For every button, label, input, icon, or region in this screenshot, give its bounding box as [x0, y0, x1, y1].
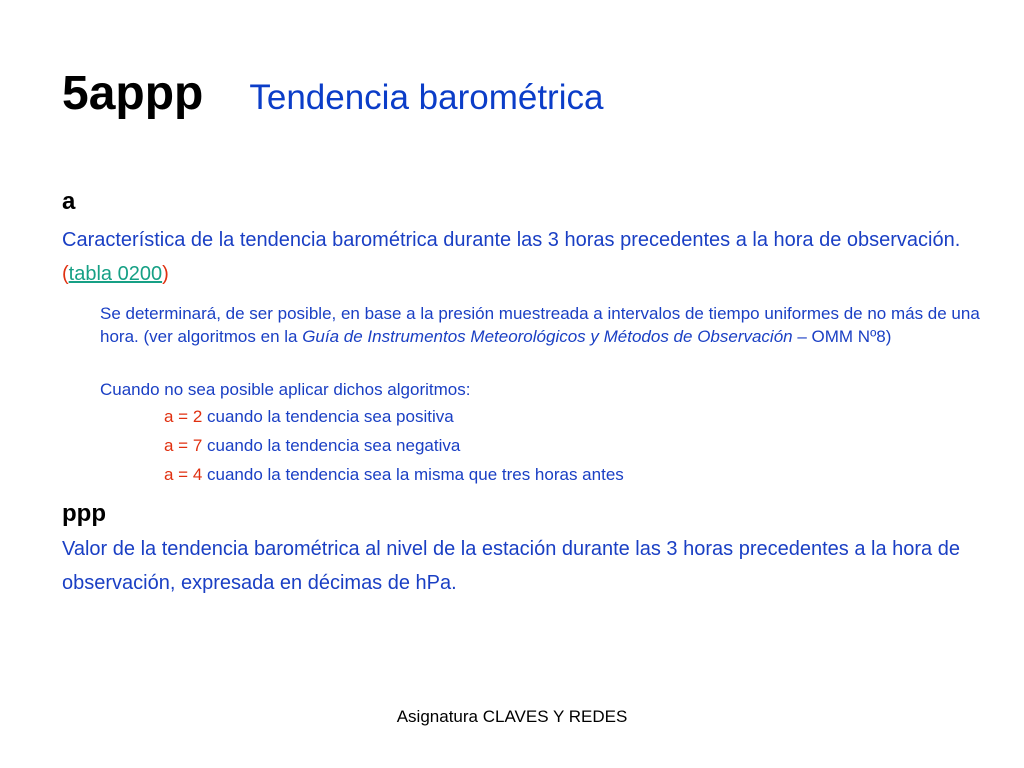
case-item: [164, 407, 454, 427]
paren-open: (: [62, 263, 69, 285]
case-code: a = 2: [164, 407, 203, 426]
symbol-a-description: [62, 223, 962, 291]
note-fallback: Cuando no sea posible aplicar dichos algoritmos:: [100, 380, 471, 399]
code-title: 5appp: [62, 67, 204, 120]
table-link[interactable]: tabla 0200: [68, 263, 163, 285]
case-item: [164, 436, 460, 456]
symbol-ppp-heading: ppp: [62, 500, 106, 527]
slide-title: [62, 66, 603, 121]
subtitle: Tendencia barométrica: [249, 78, 604, 117]
note1-text: Se determinará, de ser posible, en base a la presión muestreada a intervalos de tiempo uniformes de no más de una hora. (ver algoritmos en la: [100, 304, 980, 346]
note-algorithm: [100, 302, 980, 348]
desc-a-text: Característica de la tendencia barométrica durante las 3 horas precedentes a la hora de observación.: [62, 229, 961, 251]
case-item: [164, 465, 624, 485]
symbol-a-heading: a: [62, 188, 76, 215]
case-text: cuando la tendencia sea la misma que tres horas antes: [202, 465, 624, 484]
note1-tail: – OMM Nº8): [792, 327, 892, 346]
case-text: cuando la tendencia sea positiva: [202, 407, 454, 426]
footer-course-name: Asignatura CLAVES Y REDES: [396, 707, 628, 726]
case-text: cuando la tendencia sea negativa: [202, 436, 461, 455]
case-code: a = 7: [164, 436, 203, 455]
note1-italic: Guía de Instrumentos Meteorológicos y Métodos de Observación: [302, 327, 793, 346]
paren-close: ): [162, 263, 169, 285]
symbol-ppp-description: Valor de la tendencia barométrica al nivel de la estación durante las 3 horas precedentes a la hora de observación, expresada en décimas de hPa.: [62, 538, 960, 594]
case-code: a = 4: [164, 465, 203, 484]
